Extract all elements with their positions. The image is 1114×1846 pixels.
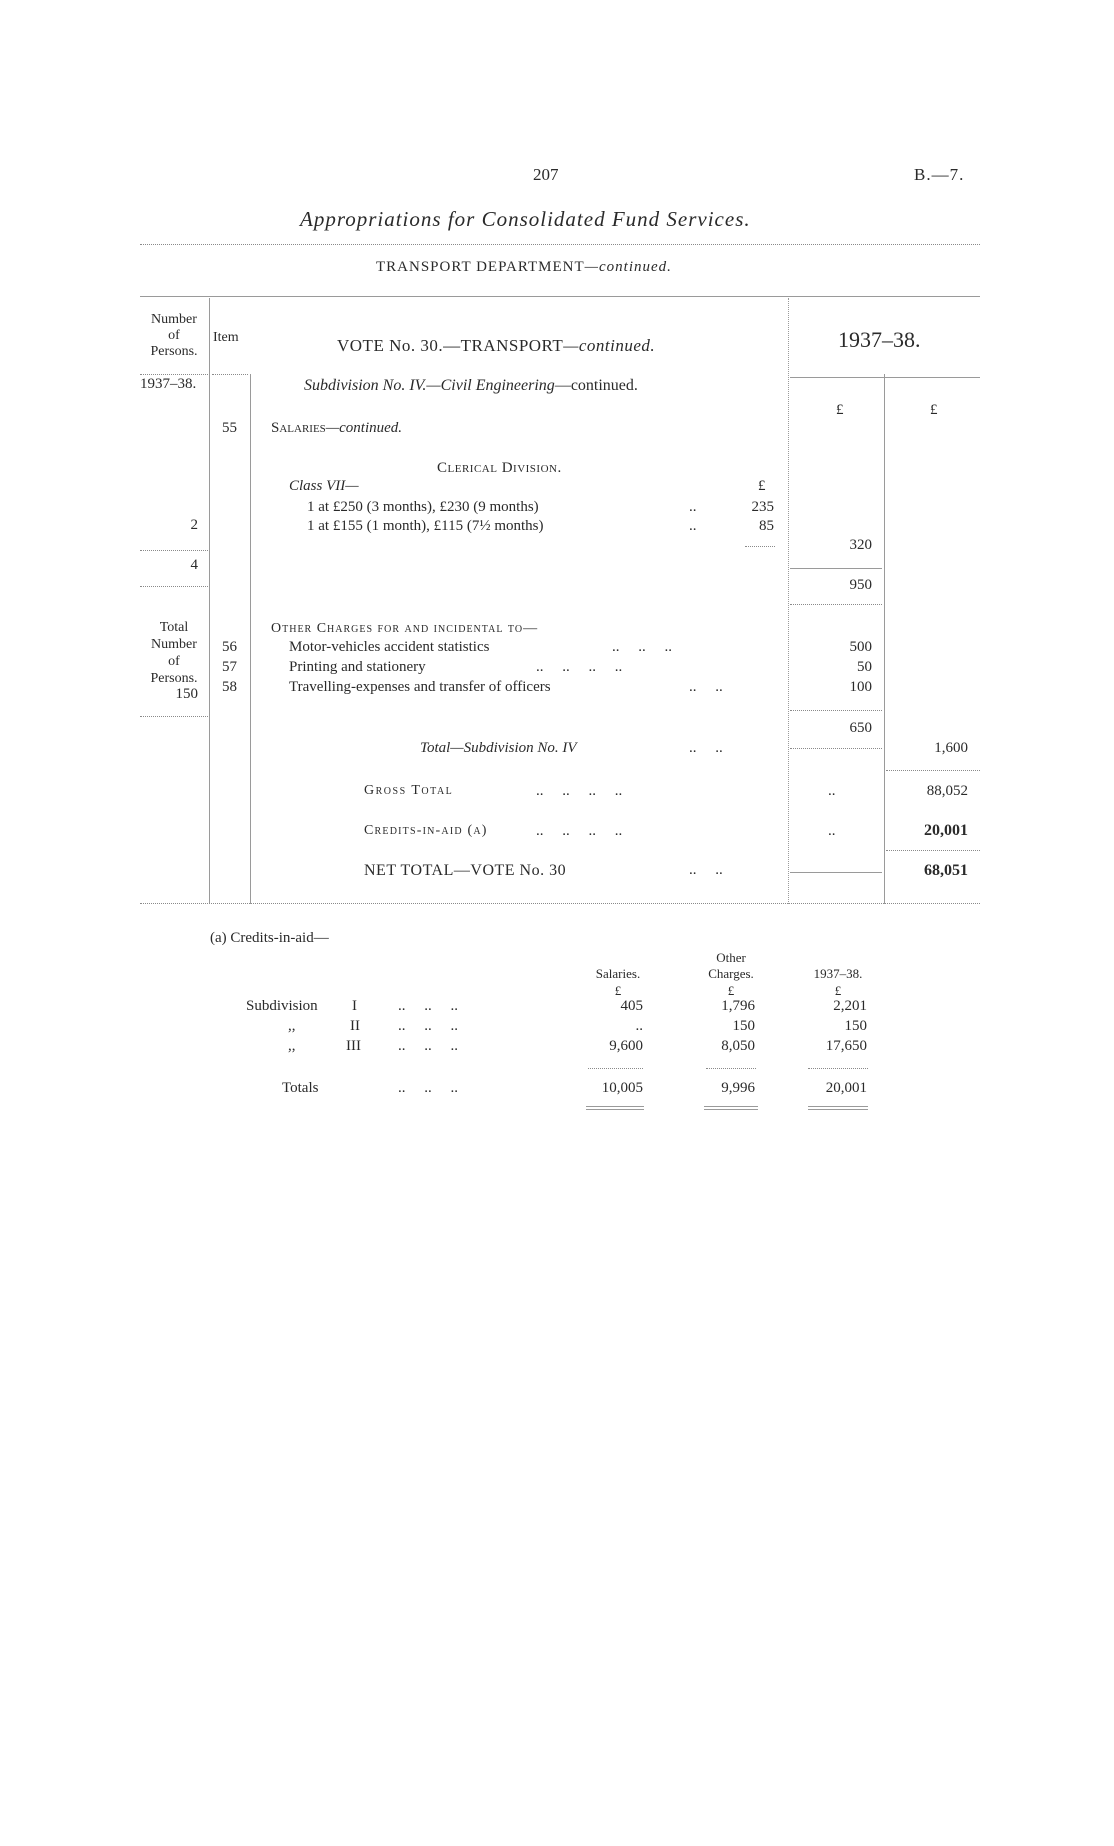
subdivision-total-rule (886, 770, 980, 771)
item-column-header: Item (213, 330, 239, 345)
salary-subtotal: 320 (849, 537, 872, 553)
footnote-total-double-rule (808, 1106, 868, 1107)
total-persons-label (140, 619, 208, 687)
gross-total-dots: .. .. .. .. (536, 783, 623, 799)
item-header-rule (212, 374, 248, 375)
total-persons-value: 150 (175, 686, 198, 702)
salary-subtotal-rule (790, 568, 882, 569)
page-title: Appropriations for Consolidated Fund Services. (300, 207, 751, 231)
footnote-salaries-double-rule (586, 1109, 644, 1110)
class-label: Class VII— (289, 478, 359, 494)
gross-total-amount: 88,052 (926, 783, 968, 799)
col-header-salaries: Salaries. (595, 966, 641, 981)
charge-item-number: 57 (222, 659, 237, 675)
salary-rows-rule (745, 546, 775, 547)
credits-in-aid-amount: 20,001 (924, 822, 968, 839)
credits-in-aid-mid-dots: .. (828, 823, 836, 839)
net-total-dots: .. .. (689, 862, 723, 878)
persons-header-rule (140, 374, 208, 375)
footnote-other-rule (706, 1068, 756, 1069)
col-header-other-charges (688, 950, 774, 982)
charge-row-text: Printing and stationery (289, 659, 426, 675)
vote-title (337, 336, 655, 356)
salary-row-text: 1 at £250 (3 months), £230 (9 months) (307, 499, 539, 515)
col-header-other-line: Charges. (708, 966, 754, 981)
footnote-row-label: ,, (288, 1038, 296, 1054)
persons-year: 1937–38. (140, 376, 197, 392)
persons-rule (140, 550, 208, 551)
salary-persons: 2 (190, 517, 198, 533)
total-persons-line: of (168, 654, 180, 669)
clerical-division-heading: Clerical Division. (437, 460, 562, 476)
col-unit: £ (834, 983, 842, 998)
footnote-row-salaries: .. (635, 1018, 643, 1034)
charge-row-text: Motor-vehicles accident statistics (289, 639, 490, 655)
item-column-rule (250, 374, 251, 904)
footnote-totals-salaries: 10,005 (601, 1080, 643, 1096)
salary-row-text: 1 at £155 (1 month), £115 (7½ months) (307, 518, 544, 534)
footnote-other-double-rule (704, 1106, 758, 1107)
persons-header-line: Number (151, 312, 197, 327)
charge-row-dots: .. .. .. .. (536, 659, 623, 675)
footnote-salaries-double-rule (586, 1106, 644, 1107)
charges-subtotal: 650 (849, 720, 872, 736)
total-column-rule (884, 374, 885, 904)
col-header-year: 1937–38. (813, 966, 863, 981)
title-rule (140, 244, 980, 245)
credits-in-aid-label: Credits-in-aid (a) (364, 823, 488, 838)
salary-total-rule (790, 604, 882, 605)
footnote-row-label: Subdivision (246, 998, 318, 1014)
persons-column-rule (209, 298, 210, 904)
page-number: 207 (533, 165, 559, 184)
footnote-row-total: 150 (844, 1018, 867, 1034)
footnote-other-double-rule (704, 1109, 758, 1110)
department-heading (376, 259, 672, 276)
net-total-amount-rule (790, 872, 882, 873)
footnote-totals-total: 20,001 (825, 1080, 867, 1096)
table-top-rule (140, 296, 980, 297)
salary-row-dots: .. (689, 499, 697, 515)
amount-column-rule (788, 298, 789, 904)
table-bottom-rule (140, 903, 980, 904)
total-persons-line: Total (159, 620, 189, 635)
vote-title-suffix: —continued. (563, 336, 656, 355)
subdivision-total-amount: 1,600 (934, 740, 968, 756)
pound-sign-total: £ (930, 402, 938, 418)
gross-total-label: Gross Total (364, 783, 454, 798)
salary-persons-total: 4 (190, 557, 198, 573)
subdivision-name: Subdivision No. IV.—Civil Engineering (304, 377, 555, 394)
persons-column-header (140, 312, 208, 360)
year-column-header: 1937–38. (838, 327, 921, 352)
footnote-row-dots: .. .. .. (398, 1018, 458, 1034)
persons-header-line: of (168, 328, 180, 343)
class-pound-sign: £ (758, 478, 766, 494)
charge-row-amount: 100 (849, 679, 872, 695)
persons-total-rule (140, 586, 208, 587)
other-charges-heading: Other Charges for and incidental to— (271, 621, 539, 636)
footnote-row-dots: .. .. .. (398, 998, 458, 1014)
salary-row-dots: .. (689, 518, 697, 534)
pound-sign-amount: £ (836, 402, 844, 418)
subdivision-total-label: Total—Subdivision No. IV (420, 740, 577, 756)
year-header-rule (790, 377, 980, 378)
charge-row-dots: .. .. (689, 679, 723, 695)
salaries-suffix: —continued. (325, 420, 403, 436)
subdivision-title (304, 377, 638, 395)
total-persons-line: Persons. (150, 671, 198, 686)
footnote-totals-other: 9,996 (721, 1080, 755, 1096)
footnote-row-label: ,, (288, 1018, 296, 1034)
charge-item-number: 56 (222, 639, 237, 655)
footnote-row-number: III (346, 1038, 361, 1054)
footnote-totals-dots: .. .. .. (398, 1080, 458, 1096)
total-persons-rule (140, 716, 208, 717)
footnote-row-total: 17,650 (825, 1038, 867, 1054)
charge-row-dots: .. .. .. (612, 639, 672, 655)
salary-total: 950 (849, 577, 872, 593)
salaries-item-number: 55 (222, 420, 237, 436)
footnote-row-salaries: 405 (620, 998, 643, 1014)
footnote-title: (a) Credits-in-aid— (210, 930, 329, 946)
salary-row-amount: 85 (759, 518, 774, 534)
net-total-label: NET TOTAL—VOTE No. 30 (364, 862, 567, 879)
document-reference: B.—7. (914, 165, 965, 184)
total-persons-line: Number (151, 637, 197, 652)
gross-total-mid-dots: .. (828, 783, 836, 799)
charge-row-text: Travelling-expenses and transfer of officers (289, 679, 551, 695)
subdivision-suffix: —continued. (554, 377, 638, 394)
department-name: TRANSPORT DEPARTMENT (376, 259, 585, 275)
footnote-total-double-rule (808, 1109, 868, 1110)
charges-subtotal-rule (790, 748, 882, 749)
persons-header-line: Persons. (150, 344, 198, 359)
col-unit: £ (614, 983, 622, 998)
footnote-total-rule (808, 1068, 868, 1069)
footnote-totals-label: Totals (282, 1080, 319, 1096)
footnote-row-number: II (350, 1018, 360, 1034)
footnote-row-other: 150 (732, 1018, 755, 1034)
col-header-other-line: Other (716, 950, 746, 965)
footnote-salaries-rule (588, 1068, 643, 1069)
col-unit: £ (727, 983, 735, 998)
footnote-row-salaries: 9,600 (609, 1038, 643, 1054)
net-total-amount: 68,051 (924, 862, 968, 879)
charge-row-amount: 500 (849, 639, 872, 655)
charge-item-number: 58 (222, 679, 237, 695)
charge-row-amount: 50 (857, 659, 872, 675)
footnote-row-dots: .. .. .. (398, 1038, 458, 1054)
footnote-row-other: 1,796 (721, 998, 755, 1014)
salaries-label: Salaries (271, 420, 326, 436)
footnote-row-number: I (352, 998, 357, 1014)
department-suffix: —continued. (584, 259, 672, 275)
charges-rule (790, 710, 882, 711)
salary-row-amount: 235 (751, 499, 774, 515)
subdivision-total-dots: .. .. (689, 740, 723, 756)
salaries-heading (271, 420, 402, 437)
vote-title-text: VOTE No. 30.—TRANSPORT (337, 336, 564, 355)
credits-in-aid-dots: .. .. .. .. (536, 823, 623, 839)
credits-rule (886, 850, 980, 851)
footnote-row-total: 2,201 (833, 998, 867, 1014)
footnote-row-other: 8,050 (721, 1038, 755, 1054)
